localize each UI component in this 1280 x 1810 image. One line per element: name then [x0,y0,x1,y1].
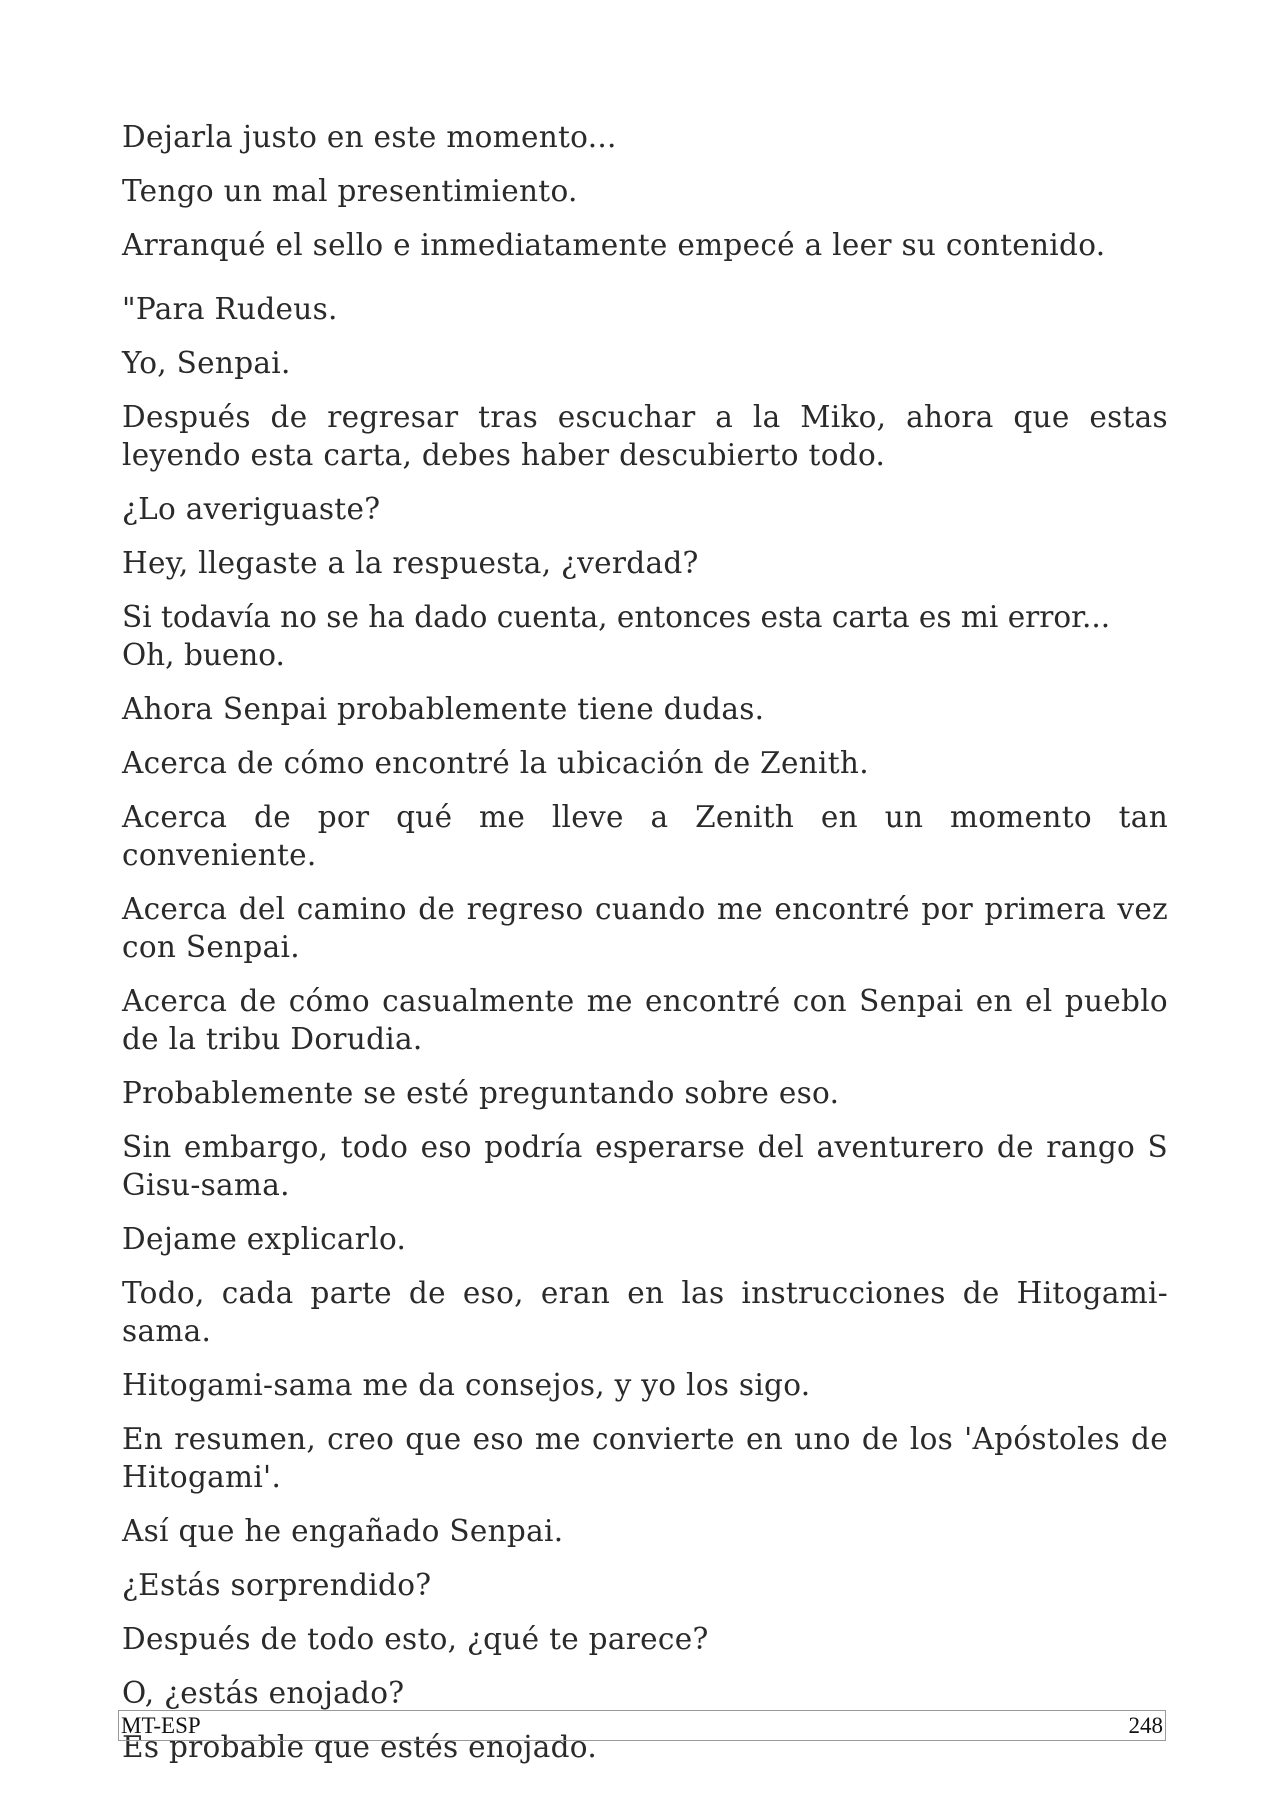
paragraph: Ahora Senpai probablemente tiene dudas. [122,692,765,726]
paragraph: Acerca del camino de regreso cuando me encontré por primera vez con Senpai. [122,892,1168,964]
paragraph: O, ¿estás enojado? [122,1676,405,1710]
paragraph: Acerca de cómo encontré la ubicación de Zenith. [122,746,869,780]
paragraph: Tengo un mal presentimiento. [122,174,578,208]
paragraph: "Para Rudeus. [122,292,338,326]
paragraph: Si todavía no se ha dado cuenta, entonces esta carta es mi error... Oh, bueno. [122,600,1111,672]
paragraph: Dejarla justo en este momento... [122,120,617,154]
paragraph: Yo, Senpai. [122,346,291,380]
paragraph: Dejame explicarlo. [122,1222,407,1256]
paragraph: Es probable que estés enojado. [122,1730,598,1764]
footer-label: MT-ESP [121,1712,201,1738]
paragraph: Arranqué el sello e inmediatamente empecé a leer su contenido. [122,228,1106,262]
page-footer [118,1710,1166,1741]
paragraph: Probablemente se esté preguntando sobre eso. [122,1076,840,1110]
page-number: 248 [1128,1712,1163,1738]
paragraph: Después de todo esto, ¿qué te parece? [122,1622,709,1656]
paragraph: Hey, llegaste a la respuesta, ¿verdad? [122,546,699,580]
paragraph: Así que he engañado Senpai. [122,1514,564,1548]
paragraph: Todo, cada parte de eso, eran en las instrucciones de Hitogami-sama. [122,1276,1168,1348]
paragraph: ¿Estás sorprendido? [122,1568,432,1602]
paragraph: En resumen, creo que eso me convierte en uno de los 'Apóstoles de Hitogami'. [122,1422,1168,1494]
paragraph: Después de regresar tras escuchar a la Miko, ahora que estas leyendo esta carta, debes haber descubierto todo. [122,400,1168,472]
body-text [122,118,1168,1782]
paragraph: Sin embargo, todo eso podría esperarse del aventurero de rango S Gisu-sama. [122,1130,1168,1202]
paragraph: Hitogami-sama me da consejos, y yo los sigo. [122,1368,811,1402]
paragraph: Acerca de por qué me lleve a Zenith en un momento tan conveniente. [122,800,1168,872]
paragraph: Acerca de cómo casualmente me encontré con Senpai en el pueblo de la tribu Dorudia. [122,984,1168,1056]
paragraph: ¿Lo averiguaste? [122,492,381,526]
